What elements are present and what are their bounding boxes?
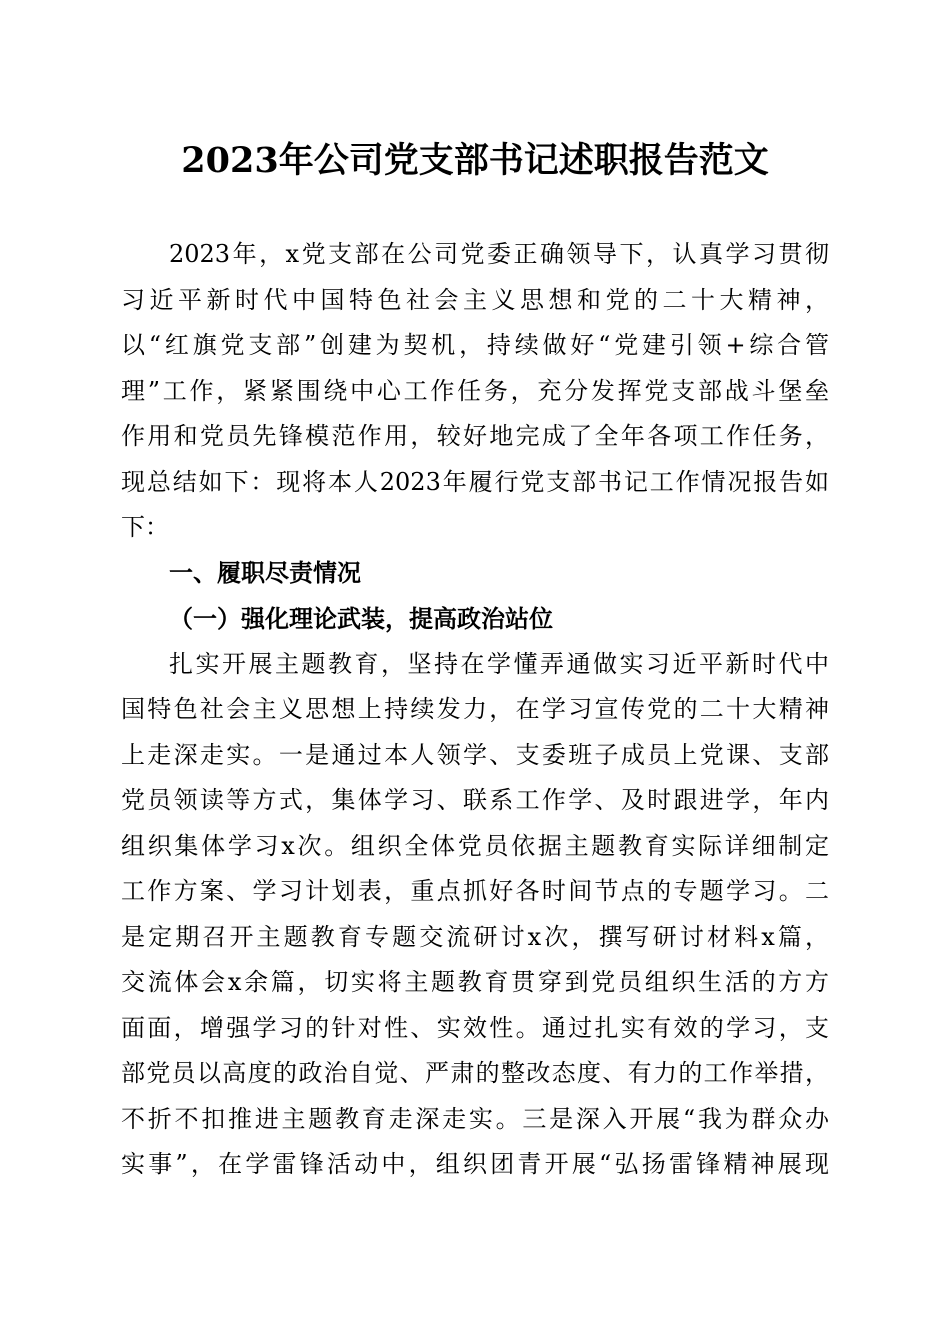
intro-line: 以“红旗党支部”创建为契机，持续做好“党建引领+综合管: [121, 331, 829, 359]
body-line: 党员领读等方式，集体学习、联系工作学、及时跟进学，年内: [121, 786, 829, 814]
body-line: 面面，增强学习的针对性、实效性。通过扎实有效的学习，支: [121, 1013, 829, 1042]
section-heading: 一、履职尽责情况: [169, 558, 361, 587]
body-line: 组织集体学习x次。组织全体党员依据主题教育实际详细制定: [121, 831, 829, 860]
intro-line: 作用和党员先锋模范作用，较好地完成了全年各项工作任务，: [121, 422, 829, 450]
intro-line: 下：: [121, 513, 169, 541]
body-line: 国特色社会主义思想上持续发力，在学习宣传党的二十大精神: [121, 695, 829, 723]
body-line: 工作方案、学习计划表，重点抓好各时间节点的专题学习。二: [121, 877, 829, 905]
intro-line: 理”工作，紧紧围绕中心工作任务，充分发挥党支部战斗堡垒: [121, 376, 829, 405]
document-body: [121, 232, 829, 1188]
intro-line: 2023年，x党支部在公司党委正确领导下，认真学习贯彻: [169, 240, 829, 268]
body-line: 交流体会x余篇，切实将主题教育贯穿到党员组织生活的方方: [121, 968, 829, 996]
subsection-heading: （一）强化理论武装，提高政治站位: [169, 604, 553, 633]
body-line: 上走深走实。一是通过本人领学、支委班子成员上党课、支部: [121, 740, 829, 769]
body-line: 不折不扣推进主题教育走深走实。三是深入开展“我为群众办: [121, 1104, 829, 1133]
intro-line: 习近平新时代中国特色社会主义思想和党的二十大精神，: [121, 285, 829, 314]
body-line: 是定期召开主题教育专题交流研讨x次，撰写研讨材料x篇，: [121, 922, 829, 951]
document-title: 2023年公司党支部书记述职报告范文: [181, 140, 769, 181]
body-line: 部党员以高度的政治自觉、严肃的整改态度、有力的工作举措，: [121, 1059, 829, 1087]
intro-line: 现总结如下：现将本人2023年履行党支部书记工作情况报告如: [121, 467, 829, 496]
body-line: 扎实开展主题教育，坚持在学懂弄通做实习近平新时代中: [169, 649, 829, 678]
body-line: 实事”，在学雷锋活动中，组织团青开展“弘扬雷锋精神展现: [121, 1150, 829, 1178]
